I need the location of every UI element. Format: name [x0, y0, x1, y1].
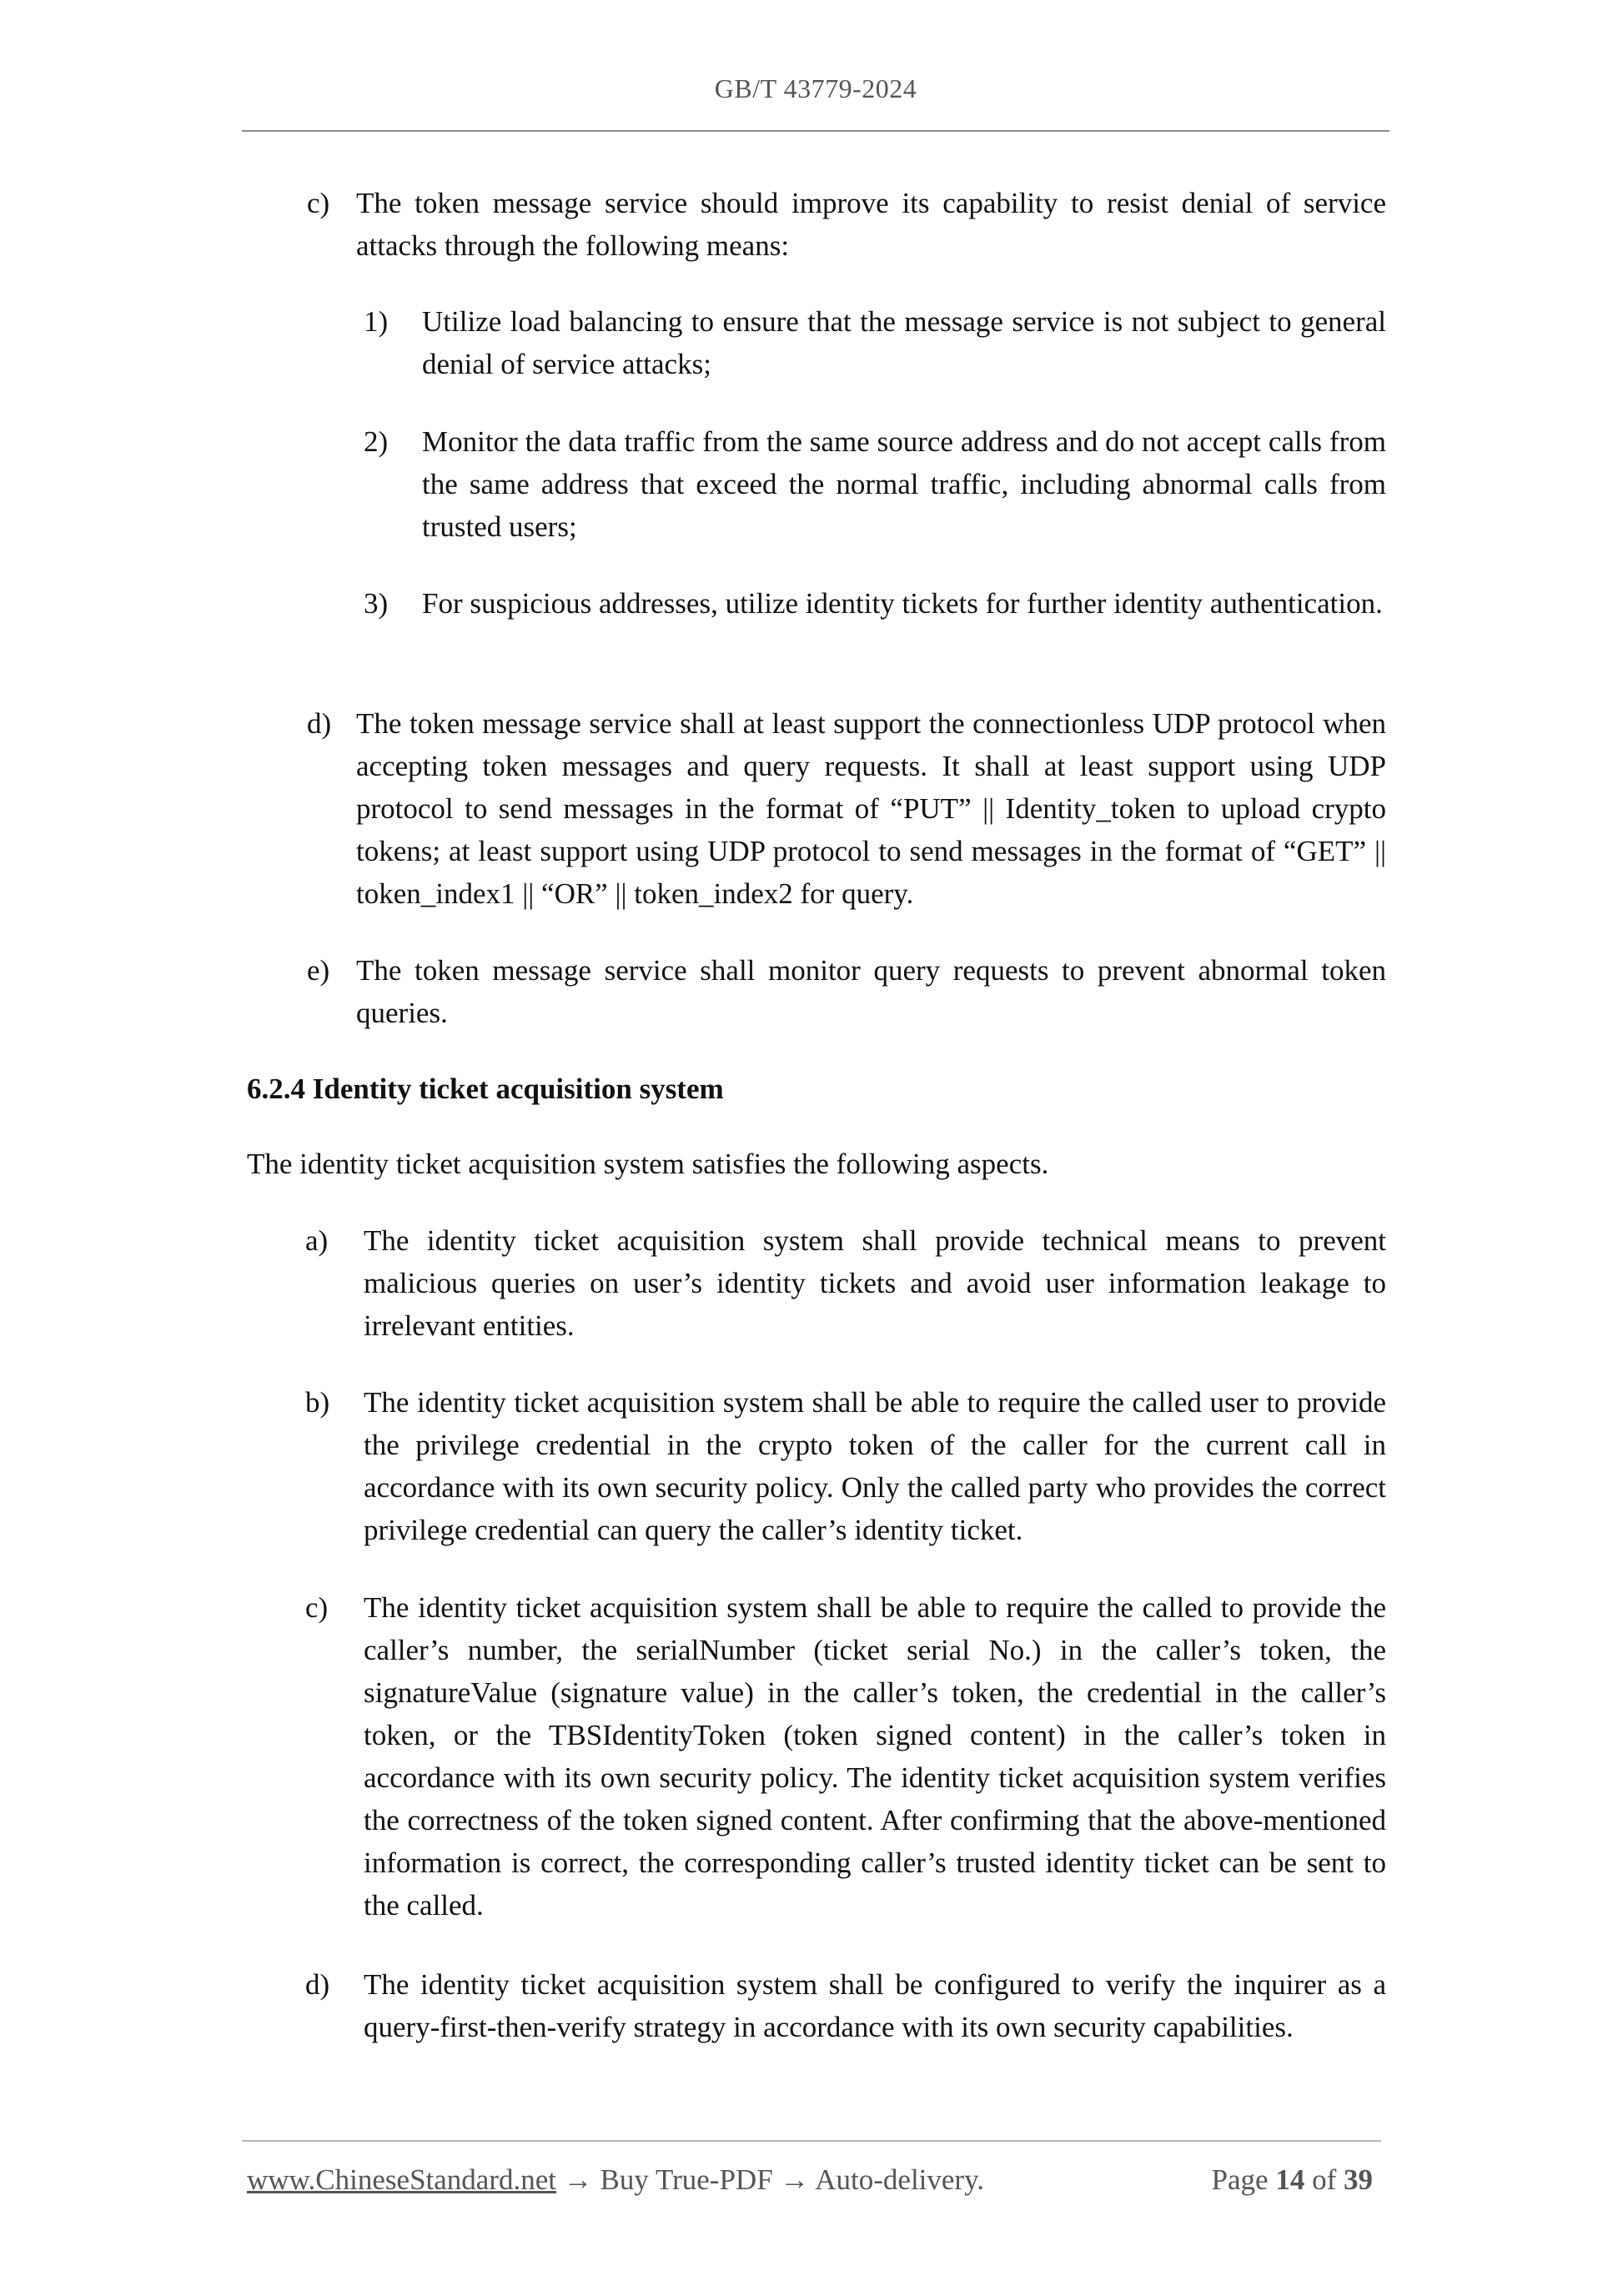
- section-heading: 6.2.4 Identity ticket acquisition system: [247, 1073, 724, 1105]
- page-number: 14: [1275, 2163, 1305, 2196]
- subitem-1-label: 1): [364, 305, 389, 338]
- footer-divider: [242, 2140, 1381, 2142]
- list-item-d-label: d): [307, 707, 332, 740]
- subitem-2-label: 2): [364, 425, 389, 458]
- subitem-2-text: Monitor the data traffic from the same source address and do not accept calls from the same address that exceed the normal traffic, including abnormal calls from trusted users;: [422, 425, 1386, 543]
- list-item-c-label: c): [307, 187, 330, 219]
- list-item-e-text: The token message service shall monitor query requests to prevent abnormal token queries.: [356, 954, 1386, 1029]
- section-item-b-text: The identity ticket acquisition system shall be able to require the called user to provide the privilege credential in the crypto token of the caller for the current call in accordance with its own security policy. Only the called party who provides the correct privilege credential can query the caller’s identity ticket.: [364, 1386, 1386, 1546]
- page-word: Page: [1211, 2163, 1269, 2196]
- header-divider: [242, 130, 1389, 132]
- section-intro: The identity ticket acquisition system satisfies the following aspects.: [247, 1148, 1049, 1180]
- subitem-1-text: Utilize load balancing to ensure that the message service is not subject to general denial of service attacks;: [422, 305, 1386, 380]
- section-item-a-label: a): [305, 1224, 329, 1257]
- section-item-d-text: The identity ticket acquisition system shall be configured to verify the inquirer as a query-first-then-verify strategy in accordance with its own security capabilities.: [364, 1968, 1386, 2043]
- list-item-c-text: The token message service should improve its capability to resist denial of service attacks through the following means:: [356, 187, 1386, 262]
- page-total: 39: [1344, 2163, 1373, 2196]
- arrow-right-icon: →: [563, 2163, 593, 2196]
- page-indicator: [1212, 2163, 1373, 2197]
- section-item-b-label: b): [305, 1386, 330, 1419]
- footer-delivery-text: Auto-delivery.: [815, 2163, 985, 2196]
- section-item-d-label: d): [305, 1968, 330, 2001]
- of-word: of: [1312, 2163, 1337, 2196]
- subitem-3-text: For suspicious addresses, utilize identity tickets for further identity authentication.: [422, 587, 1383, 620]
- footer-buy-text: Buy True-PDF: [600, 2163, 773, 2196]
- page-header-title: GB/T 43779-2024: [714, 73, 917, 103]
- arrow-right-icon: →: [780, 2163, 810, 2196]
- list-item-d-text: The token message service shall at least support the connectionless UDP protocol when accepting token messages and query requests. It shall at least support using UDP protocol to send messages in the format of “PUT” || Identity_token to upload crypto tokens; at least support using UDP protocol to send messages in the format of “GET” || token_index1 || “OR” || token_index2 for query.: [356, 707, 1386, 910]
- section-item-a-text: The identity ticket acquisition system shall provide technical means to prevent malicious queries on user’s identity tickets and avoid user information leakage to irrelevant entities.: [364, 1224, 1386, 1342]
- subitem-3-label: 3): [364, 587, 389, 620]
- section-item-c-text: The identity ticket acquisition system shall be able to require the called to provide the caller’s number, the serialNumber (ticket serial No.) in the caller’s token, the signatureValue (signature value) in the caller’s token, the credential in the caller’s token, or the TBSIdentityToken (token signed content) in the caller’s token in accordance with its own security policy. The identity ticket acquisition system verifies the correctness of the token signed content. After confirming that the above-mentioned information is correct, the corresponding caller’s trusted identity ticket can be sent to the called.: [364, 1591, 1386, 1922]
- section-item-c-label: c): [305, 1591, 329, 1624]
- footer-promo: [247, 2163, 984, 2197]
- footer-site-link[interactable]: www.ChineseStandard.net: [247, 2163, 556, 2196]
- page-footer: [247, 2163, 1381, 2205]
- list-item-e-label: e): [307, 954, 330, 987]
